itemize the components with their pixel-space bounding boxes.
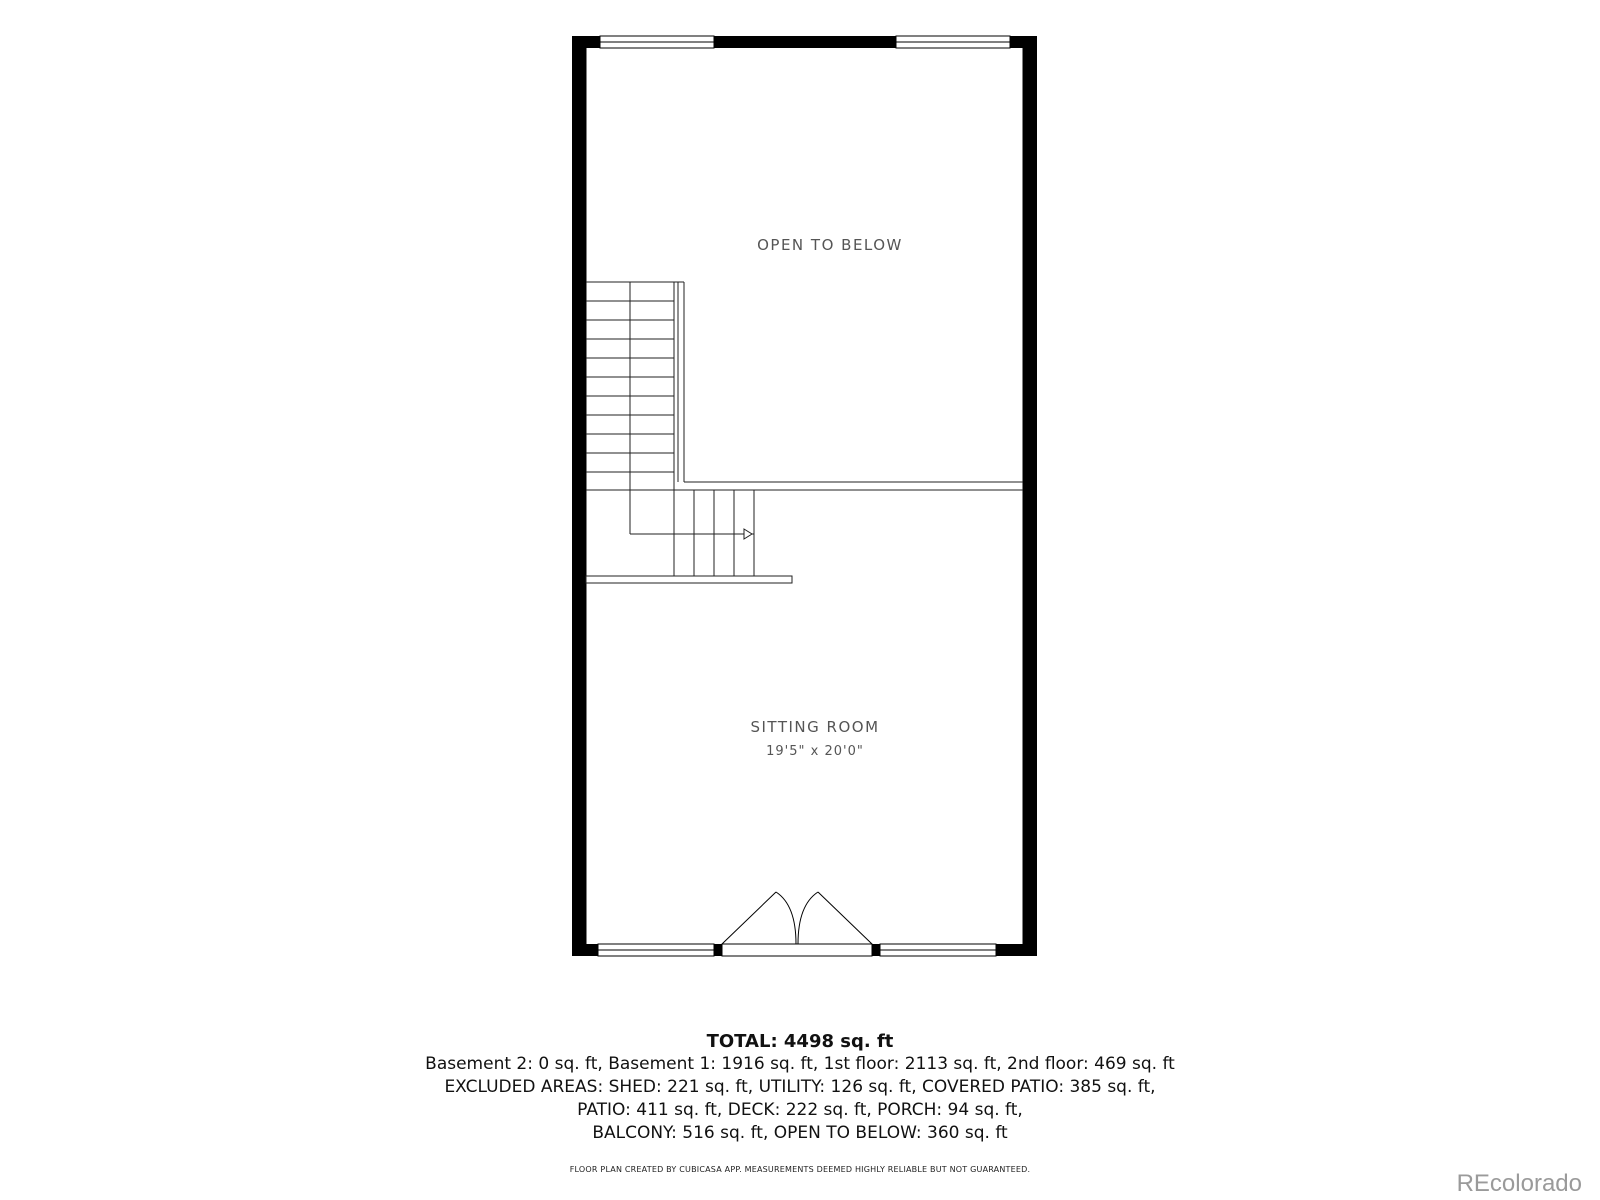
summary-line: PATIO: 411 sq. ft, DECK: 222 sq. ft, PORCH: 94 sq. ft, xyxy=(577,1100,1023,1120)
room-dimensions: 19'5" x 20'0" xyxy=(766,744,864,759)
room-name: OPEN TO BELOW xyxy=(757,236,903,254)
wall-right xyxy=(1023,36,1037,956)
summary-line: BALCONY: 516 sq. ft, OPEN TO BELOW: 360 sq. ft xyxy=(592,1123,1008,1143)
room-label-sitting-room xyxy=(715,718,915,759)
summary-line: EXCLUDED AREAS: SHED: 221 sq. ft, UTILITY: 126 sq. ft, COVERED PATIO: 385 sq. ft, xyxy=(444,1077,1156,1097)
window-bottom-right xyxy=(880,944,996,956)
area-summary xyxy=(0,1030,1600,1145)
window-top-right xyxy=(896,36,1010,48)
summary-line: Basement 2: 0 sq. ft, Basement 1: 1916 sq. ft, 1st floor: 2113 sq. ft, 2nd floor: 469 sq. ft xyxy=(425,1054,1175,1074)
total-area: TOTAL: 4498 sq. ft xyxy=(706,1031,894,1052)
wall-left xyxy=(572,36,586,956)
window-top-left xyxy=(600,36,714,48)
room-label-open-to-below xyxy=(730,236,930,254)
disclaimer: FLOOR PLAN CREATED BY CUBICASA APP. MEASUREMENTS DEEMED HIGHLY RELIABLE BUT NOT GUARANTEED. xyxy=(569,1165,1031,1174)
room-name: SITTING ROOM xyxy=(750,718,880,736)
brand-watermark: REcolorado xyxy=(1456,1170,1582,1197)
window-bottom-left xyxy=(598,944,714,956)
